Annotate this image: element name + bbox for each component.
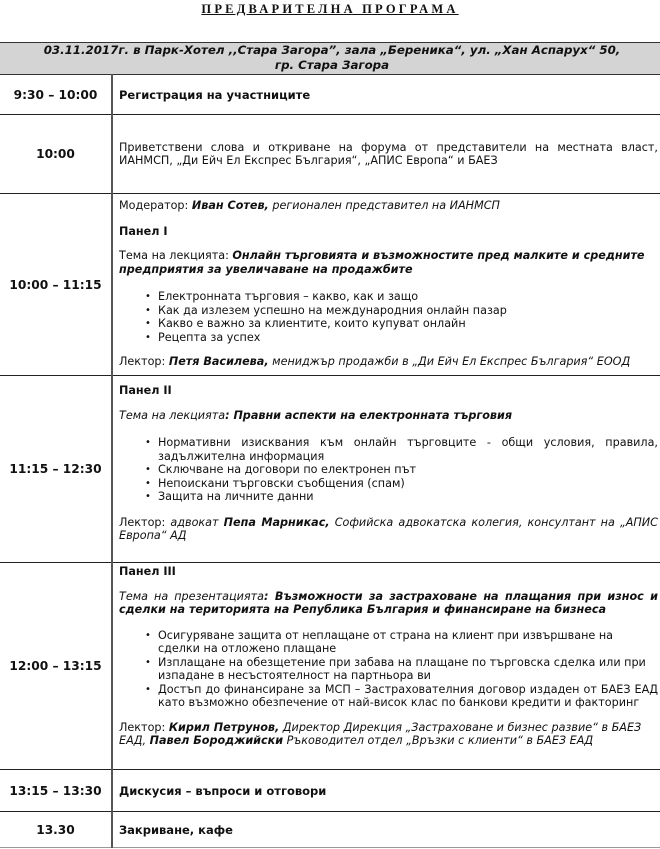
- lecturer-line: [119, 516, 658, 543]
- topic-line: [119, 409, 658, 423]
- list-item: • Изплащане на обезщетение при забава на плащане по търговска сделка или при изпадане в несъстоятелност на партньора ви: [119, 656, 658, 683]
- lecturer-label: Лектор:: [119, 720, 169, 734]
- topic-bullets: [119, 629, 658, 710]
- moderator-label: Модератор:: [119, 199, 192, 212]
- list-item: • Защита на личните данни: [119, 490, 658, 504]
- lecturer-line: [119, 355, 658, 369]
- table-row-discussion: [0, 770, 660, 812]
- time-cell: 12:00 – 13:15: [0, 563, 112, 770]
- panel-3-content: [112, 563, 660, 770]
- list-item: • Как да излезем успешно на международния онлайн пазар: [119, 304, 658, 318]
- time-cell: 11:15 – 12:30: [0, 376, 112, 563]
- topic-label: Тема на презентацията: [119, 589, 265, 603]
- topic-label: Тема на лекцията:: [119, 249, 233, 262]
- lecturer-label: Лектор:: [119, 355, 169, 368]
- topic-text: : Възможности за застраховане на плащания при износ и сделки на територията на Република България и финансиране на бизнеса: [119, 589, 658, 616]
- venue-header: [0, 43, 660, 75]
- list-item: • Сключване на договори по електронен път: [119, 463, 658, 477]
- time-cell: 9:30 – 10:00: [0, 75, 112, 115]
- lecturer-label: Лектор:: [119, 515, 171, 529]
- topic-bullets: [119, 290, 658, 344]
- topic-label: Тема на лекцията: [119, 408, 226, 422]
- table-row-closing: [0, 812, 660, 848]
- table-row-panel-2: [0, 376, 660, 563]
- time-cell: 13.30: [0, 812, 112, 848]
- lecturer-prefix: адвокат: [170, 515, 224, 529]
- topic-text: : Правни аспекти на електронната търговия: [225, 408, 513, 422]
- panel-title: Панел III: [119, 565, 176, 578]
- registration-text: Регистрация на участниците: [112, 75, 660, 115]
- panel-2-content: [112, 376, 660, 563]
- opening-text: Приветствени слова и откриване на форума от представители на местната власт, ИАНМСП, „Ди Ейч Ел Експрес България“, „АПИС Европа“ и БАЕЗ: [112, 115, 660, 194]
- venue-line-1: 03.11.2017г. в Парк-Хотел ,,Стара Загора”, зала „Береника“, ул. „Хан Аспарух“ 50,: [43, 43, 621, 57]
- venue-line-2: гр. Стара Загора: [274, 58, 390, 72]
- lecturer-role: Софийска адвокатска колегия, консултант на „АПИС Европа“ АД: [119, 515, 658, 542]
- moderator-role: регионален представител на ИАНМСП: [268, 199, 500, 212]
- table-row-panel-3: [0, 563, 660, 770]
- table-row-opening: [0, 115, 660, 194]
- panel-title: Панел I: [119, 224, 168, 238]
- list-item: • Електронната търговия – какво, как и защо: [119, 290, 658, 304]
- time-cell: 10:00: [0, 115, 112, 194]
- list-item: • Осигуряване защита от неплащане от страна на клиент при извършване на сделки на отложено плащане: [119, 629, 658, 656]
- lecturer-line: [119, 721, 658, 748]
- lecturer-1-role: Директор Дирекция „Застраховане и бизнес развие“ в БАЕЗ: [279, 720, 642, 734]
- lecturer-role: мениджър продажби в „Ди Ейч Ел Експрес България“ ЕООД: [268, 355, 631, 368]
- list-item: • Нормативни изисквания към онлайн търговците - общи условия, правила, задължителна информация: [119, 436, 658, 463]
- discussion-text: Дискусия – въпроси и отговори: [112, 770, 660, 812]
- lecturer-1-role-end: ЕАД,: [119, 734, 150, 747]
- list-item: • Достъп до финансиране за МСП – Застрахователния договор издаден от БАЕЗ ЕАД като възможно обезпечение от най-висок клас по банкови кредити и факторинг: [119, 683, 658, 710]
- program-table: [0, 42, 660, 848]
- list-item: • Рецепта за успех: [119, 331, 658, 345]
- lecturer-1-name: Кирил Петрунов,: [168, 720, 280, 734]
- topic-bullets: [119, 436, 658, 504]
- topic-line: [119, 590, 658, 617]
- lecturer-2-name: Павел Бороджийски: [149, 734, 284, 747]
- time-cell: 13:15 – 13:30: [0, 770, 112, 812]
- moderator-line: [119, 199, 658, 213]
- list-item: • Какво е важно за клиентите, които купуват онлайн: [119, 317, 658, 331]
- venue-header-row: [0, 43, 660, 75]
- page-title: ПРЕДВАРИТЕЛНА ПРОГРАМА: [201, 2, 459, 16]
- list-item: • Непоискани търговски съобщения (спам): [119, 477, 658, 491]
- topic-line: [119, 249, 658, 276]
- table-row-registration: [0, 75, 660, 115]
- panel-1-content: [112, 194, 660, 376]
- lecturer-name: Петя Василева,: [168, 355, 269, 368]
- table-row-panel-1: [0, 194, 660, 376]
- lecturer-2-role: Ръководител отдел „Връзки с клиенти“ в БАЕЗ ЕАД: [283, 734, 594, 747]
- moderator-name: Иван Сотев,: [191, 199, 269, 212]
- closing-text: Закриване, кафе: [112, 812, 660, 848]
- topic-text: Онлайн търговията и възможностите пред малките и средните предприятия за увеличаване на продажбите: [119, 249, 645, 276]
- panel-title: Панел II: [119, 384, 172, 397]
- lecturer-name: Пепа Марникас,: [223, 515, 330, 529]
- time-cell: 10:00 – 11:15: [0, 194, 112, 376]
